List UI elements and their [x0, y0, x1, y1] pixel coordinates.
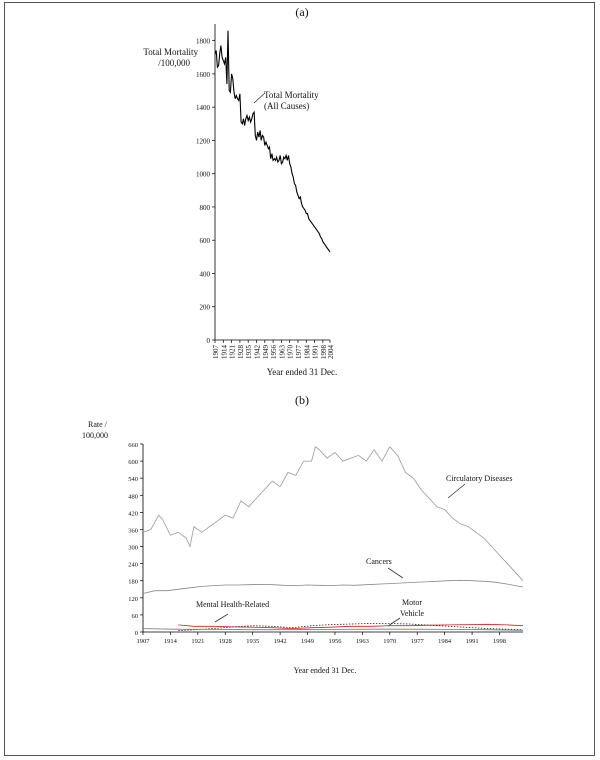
y-tick-label: 200: [199, 303, 210, 312]
x-tick-label: 1970: [383, 638, 397, 645]
x-tick-label: 1998: [492, 638, 506, 645]
panel-a-annotation-line1: Total Mortality: [264, 90, 319, 100]
panel-b-chart: [82, 393, 523, 675]
x-tick-label: 1914: [220, 345, 229, 359]
x-tick-label: 1942: [253, 345, 262, 359]
x-tick-label: 1963: [355, 638, 369, 645]
x-tick-label: 1907: [136, 638, 150, 645]
series-line-total-mortality-all-causes-: [215, 31, 330, 252]
y-tick-label: 800: [199, 203, 210, 212]
series-line-other-low-series: [143, 629, 523, 631]
panel-b-pointer-motor: [388, 618, 400, 626]
panel-a-annotation-line2: (All Causes): [264, 101, 310, 111]
y-tick-label: 1400: [196, 104, 210, 113]
series-line-circulatory-diseases: [143, 447, 523, 581]
y-tick-label: 300: [128, 544, 138, 552]
x-tick-label: 1977: [294, 345, 303, 359]
y-tick-label: 600: [128, 459, 138, 467]
x-tick-label: 1991: [311, 345, 320, 359]
panel-b-label-cancers: Cancers: [366, 557, 392, 566]
panel-a-xlabel: Year ended 31 Dec.: [266, 367, 338, 377]
x-tick-label: 1970: [286, 345, 295, 359]
panel-b-pointer-circulatory: [448, 484, 465, 498]
y-tick-label: 180: [128, 578, 138, 586]
panel-b-pointer-mental-health: [215, 614, 228, 622]
x-tick-label: 1963: [278, 345, 287, 359]
panel-a-ylabel-line1: Total Mortality: [143, 47, 198, 57]
panel-b-label-mental-health: Mental Health-Related: [196, 600, 270, 609]
y-tick-label: 60: [131, 612, 138, 620]
series-line-cancers: [143, 580, 523, 593]
panel-b-label-circulatory: Circulatory Diseases: [446, 474, 513, 483]
y-tick-label: 0: [206, 337, 210, 345]
y-tick-label: 1200: [196, 137, 210, 146]
panel-a-title: (a): [295, 5, 309, 19]
panel-b-title: (b): [295, 393, 309, 407]
x-tick-label: 1928: [218, 638, 232, 645]
y-tick-label: 420: [128, 510, 138, 518]
x-tick-label: 1956: [328, 638, 342, 645]
x-tick-label: 1921: [191, 638, 205, 645]
y-tick-label: 660: [128, 442, 138, 449]
x-tick-label: 1991: [465, 638, 479, 645]
y-tick-label: 540: [128, 476, 138, 484]
series-line-mental-health-related: [178, 624, 523, 628]
x-tick-label: 1949: [301, 638, 315, 645]
panel-b-pointer-cancers: [388, 568, 403, 578]
y-tick-label: 360: [128, 527, 138, 535]
y-tick-label: 480: [128, 493, 138, 501]
y-tick-label: 120: [128, 595, 138, 603]
panel-b-label-motor-line1: Motor: [402, 598, 422, 607]
x-tick-label: 1984: [438, 638, 452, 645]
x-tick-label: 1984: [303, 345, 312, 359]
y-tick-label: 1600: [196, 70, 210, 79]
panel-b-ylabel-line2: 100,000: [82, 431, 108, 440]
x-tick-label: 1956: [270, 345, 279, 359]
x-tick-label: 1935: [245, 345, 254, 359]
y-tick-label: 240: [128, 561, 138, 569]
x-tick-label: 1949: [261, 345, 270, 359]
y-tick-label: 0: [134, 630, 138, 637]
x-tick-label: 1928: [236, 345, 245, 359]
x-tick-label: 1998: [319, 345, 328, 359]
y-tick-label: 1000: [196, 170, 210, 179]
x-tick-label: 1942: [273, 638, 287, 645]
x-tick-label: 1921: [228, 345, 237, 359]
x-tick-label: 1907: [212, 345, 220, 359]
x-tick-label: 1977: [410, 638, 424, 645]
panel-b-label-motor-line2: Vehicle: [400, 609, 424, 618]
y-tick-label: 1800: [196, 37, 210, 46]
y-tick-label: 600: [199, 237, 210, 246]
panel-a-chart: [143, 5, 337, 377]
x-tick-label: 1914: [163, 638, 177, 645]
panel-b-ylabel-line1: Rate /: [88, 420, 107, 429]
panel-a-ylabel-line2: /100,000: [158, 58, 190, 68]
x-tick-label: 1935: [246, 638, 260, 645]
x-tick-label: 2004: [327, 345, 335, 359]
panel-b-xlabel: Year ended 31 Dec.: [293, 666, 357, 675]
y-tick-label: 400: [199, 270, 210, 279]
